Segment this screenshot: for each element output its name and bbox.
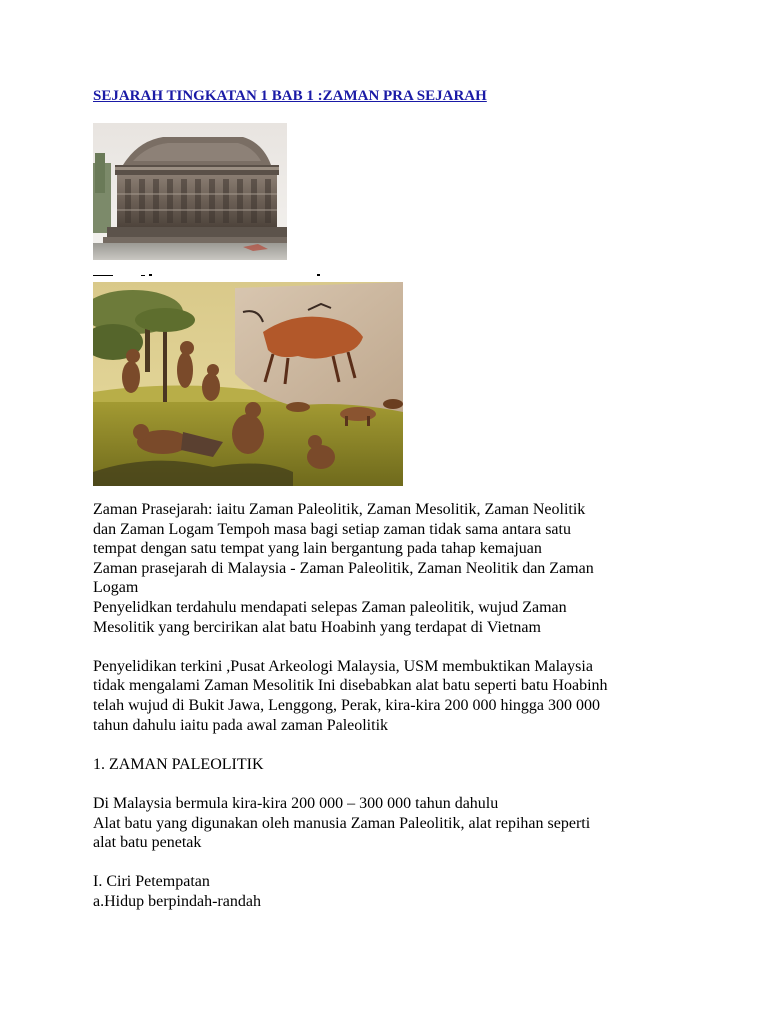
paragraph-gap bbox=[93, 774, 693, 794]
text-line: tempat dengan satu tempat yang lain bergantung pada tahap kemajuan bbox=[93, 540, 542, 558]
text-line: alat batu penetak bbox=[93, 834, 202, 852]
cropped-caption-strip bbox=[93, 266, 333, 276]
text-line: Logam bbox=[93, 579, 139, 597]
title-link[interactable]: SEJARAH TINGKATAN 1 BAB 1 :ZAMAN PRA SEJARAH bbox=[93, 88, 487, 104]
text-line: Alat batu yang digunakan oleh manusia Zaman Paleolitik, alat repihan seperti bbox=[93, 814, 591, 832]
text-line: tahun dahulu iaitu pada awal zaman Paleolitik bbox=[93, 716, 389, 734]
section-heading: 1. ZAMAN PALEOLITIK bbox=[93, 755, 264, 773]
text-line: Penyelidkan terdahulu mendapati selepas Zaman paleolitik, wujud Zaman bbox=[93, 598, 567, 616]
paragraph-gap bbox=[93, 637, 693, 657]
subheading: I. Ciri Petempatan bbox=[93, 873, 210, 891]
text-line: Di Malaysia bermula kira-kira 200 000 – 300 000 tahun dahulu bbox=[93, 794, 499, 812]
text-line: Zaman Prasejarah: iaitu Zaman Paleolitik, Zaman Mesolitik, Zaman Neolitik bbox=[93, 501, 586, 518]
text-line: dan Zaman Logam Tempoh masa bagi setiap zaman tidak sama antara satu bbox=[93, 520, 571, 538]
paragraph-gap bbox=[93, 853, 693, 873]
body-text bbox=[93, 500, 693, 911]
prehistoric-image bbox=[93, 282, 403, 486]
temple-image bbox=[93, 123, 287, 260]
paragraph-gap bbox=[93, 735, 693, 755]
text-line: a.Hidup berpindah-randah bbox=[93, 892, 261, 910]
text-line: telah wujud di Bukit Jawa, Lenggong, Perak, kira-kira 200 000 hingga 300 000 bbox=[93, 696, 601, 714]
text-line: Zaman prasejarah di Malaysia - Zaman Paleolitik, Zaman Neolitik dan Zaman bbox=[93, 559, 594, 577]
text-line: Penyelidikan terkini ,Pusat Arkeologi Malaysia, USM membuktikan Malaysia bbox=[93, 657, 593, 675]
text-line: tidak mengalami Zaman Mesolitik Ini disebabkan alat batu seperti batu Hoabinh bbox=[93, 677, 608, 695]
text-line: Mesolitik yang bercirikan alat batu Hoabinh yang terdapat di Vietnam bbox=[93, 618, 541, 636]
